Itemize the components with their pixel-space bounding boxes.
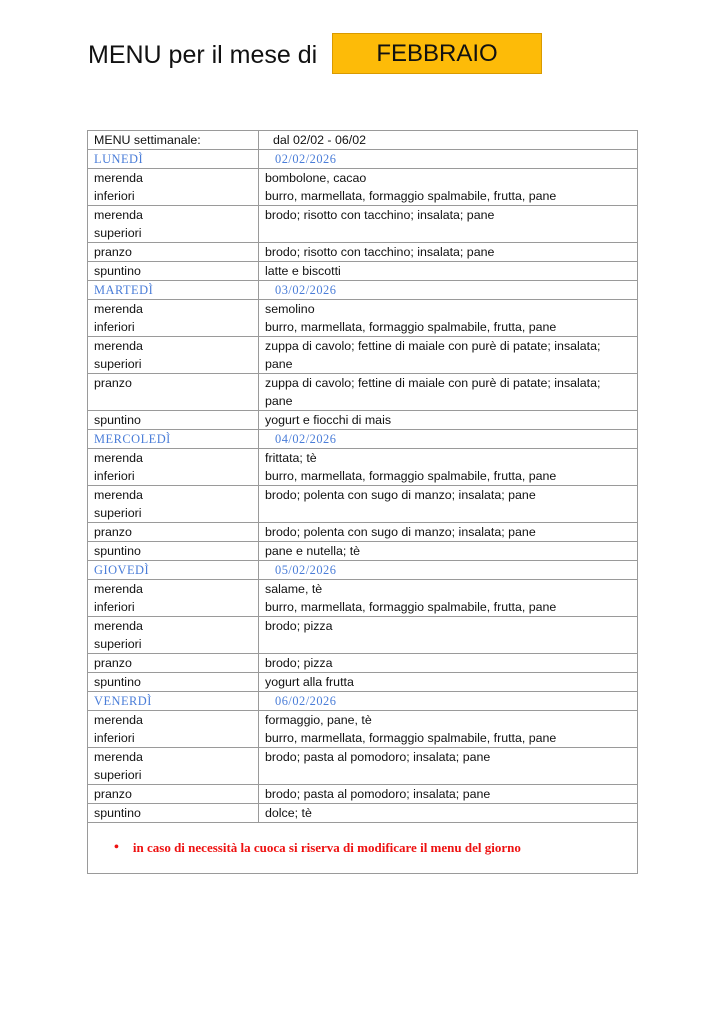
meal-content-cell: [259, 374, 638, 411]
note: [114, 839, 631, 857]
meal-row: [88, 673, 638, 692]
meal-row: [88, 542, 638, 561]
page-title: MENU per il mese di: [88, 40, 318, 69]
meal-label-cell: [88, 169, 259, 206]
meal-item: brodo; pasta al pomodoro; insalata; pane: [265, 750, 491, 764]
day-date: 02/02/2026: [259, 150, 638, 169]
meal-item: burro, marmellata, formaggio spalmabile, frutta, pane: [265, 189, 557, 203]
note-text: in caso di necessità la cuoca si riserva di modificare il menu del giorno: [132, 840, 521, 855]
meal-label-cell: [88, 523, 259, 542]
meal-row: [88, 486, 638, 523]
meal-content-cell: [259, 169, 638, 206]
day-name: LUNEDÌ: [88, 150, 259, 169]
meal-row: [88, 617, 638, 654]
meal-label: merenda: [94, 750, 143, 764]
meal-item: pane: [265, 357, 293, 371]
meal-item: burro, marmellata, formaggio spalmabile, frutta, pane: [265, 600, 557, 614]
meal-content-cell: [259, 785, 638, 804]
day-date: 06/02/2026: [259, 692, 638, 711]
meal-content-cell: [259, 617, 638, 654]
meal-label-cell: [88, 206, 259, 243]
meal-item: burro, marmellata, formaggio spalmabile, frutta, pane: [265, 469, 557, 483]
meal-item: [265, 504, 631, 522]
meal-label: spuntino: [94, 675, 141, 689]
meal-row: [88, 523, 638, 542]
day-header-row: [88, 281, 638, 300]
meal-item: zuppa di cavolo; fettine di maiale con purè di patate; insalata;: [265, 376, 601, 390]
month-label: FEBBRAIO: [376, 39, 498, 67]
meal-sublabel: superiori: [94, 357, 142, 371]
meal-label-cell: [88, 262, 259, 281]
meal-label-cell: [88, 243, 259, 262]
bullet-icon: •: [114, 840, 119, 855]
meal-content-cell: [259, 300, 638, 337]
meal-label-cell: [88, 748, 259, 785]
meal-content-cell: [259, 542, 638, 561]
meal-item: burro, marmellata, formaggio spalmabile, frutta, pane: [265, 320, 557, 334]
day-header-row: [88, 692, 638, 711]
meal-label: merenda: [94, 302, 143, 316]
meal-label: pranzo: [94, 656, 132, 670]
meal-item: brodo; polenta con sugo di manzo; insalata; pane: [265, 525, 536, 539]
day-name: MARTEDÌ: [88, 281, 259, 300]
meal-label: spuntino: [94, 544, 141, 558]
meal-sublabel: inferiori: [94, 320, 135, 334]
meal-item: formaggio, pane, tè: [265, 713, 372, 727]
meal-label-cell: [88, 411, 259, 430]
meal-row: [88, 337, 638, 374]
meal-row: [88, 206, 638, 243]
meal-content-cell: [259, 673, 638, 692]
meal-item: zuppa di cavolo; fettine di maiale con purè di patate; insalata;: [265, 339, 601, 353]
meal-content-cell: [259, 206, 638, 243]
meal-label-cell: [88, 542, 259, 561]
meal-label-cell: [88, 374, 259, 411]
meal-label: spuntino: [94, 413, 141, 427]
meal-sublabel: superiori: [94, 637, 142, 651]
meal-row: [88, 374, 638, 411]
meal-label-cell: [88, 654, 259, 673]
meal-sublabel: inferiori: [94, 469, 135, 483]
meal-item: yogurt e fiocchi di mais: [265, 413, 392, 427]
day-name: GIOVEDÌ: [88, 561, 259, 580]
meal-item: brodo; risotto con tacchino; insalata; pane: [265, 245, 495, 259]
meal-row: [88, 804, 638, 823]
meal-label: pranzo: [94, 376, 132, 390]
meal-label-cell: [88, 580, 259, 617]
meal-label: pranzo: [94, 525, 132, 539]
meal-label: spuntino: [94, 806, 141, 820]
day-date: 03/02/2026: [259, 281, 638, 300]
meal-item: brodo; polenta con sugo di manzo; insalata; pane: [265, 488, 536, 502]
meal-item: semolino: [265, 302, 315, 316]
meal-label-cell: [88, 337, 259, 374]
meal-label: merenda: [94, 619, 143, 633]
meal-label: merenda: [94, 451, 143, 465]
meal-item: brodo; risotto con tacchino; insalata; pane: [265, 208, 495, 222]
meal-item: pane e nutella; tè: [265, 544, 361, 558]
weekly-menu-table: [87, 130, 638, 874]
meal-sublabel: inferiori: [94, 189, 135, 203]
month-badge: [332, 33, 542, 74]
meal-row: [88, 243, 638, 262]
meal-label-cell: [88, 785, 259, 804]
meal-label-cell: [88, 673, 259, 692]
day-date: 05/02/2026: [259, 561, 638, 580]
meal-label: merenda: [94, 713, 143, 727]
meal-content-cell: [259, 711, 638, 748]
meal-item: dolce; tè: [265, 806, 312, 820]
meal-label-cell: [88, 804, 259, 823]
meal-label: merenda: [94, 339, 143, 353]
meal-item: [265, 224, 631, 242]
meal-item: pane: [265, 394, 293, 408]
meal-item: frittata; tè: [265, 451, 317, 465]
week-label: MENU settimanale:: [88, 131, 259, 150]
meal-label: spuntino: [94, 264, 141, 278]
meal-row: [88, 654, 638, 673]
note-row: [88, 823, 638, 874]
meal-row: [88, 785, 638, 804]
meal-item: brodo; pizza: [265, 656, 333, 670]
meal-label-cell: [88, 486, 259, 523]
meal-sublabel: inferiori: [94, 600, 135, 614]
meal-row: [88, 580, 638, 617]
meal-sublabel: superiori: [94, 226, 142, 240]
meal-content-cell: [259, 523, 638, 542]
meal-label-cell: [88, 300, 259, 337]
meal-content-cell: [259, 243, 638, 262]
meal-item: [265, 766, 631, 784]
meal-label: merenda: [94, 488, 143, 502]
week-header-row: [88, 131, 638, 150]
meal-row: [88, 748, 638, 785]
meal-item: [265, 635, 631, 653]
page-header: [88, 34, 317, 76]
meal-label-cell: [88, 449, 259, 486]
day-header-row: [88, 430, 638, 449]
meal-item: yogurt alla frutta: [265, 675, 354, 689]
meal-content-cell: [259, 486, 638, 523]
meal-row: [88, 169, 638, 206]
week-range: dal 02/02 - 06/02: [259, 131, 638, 150]
meal-content-cell: [259, 804, 638, 823]
meal-item: brodo; pizza: [265, 619, 333, 633]
meal-content-cell: [259, 748, 638, 785]
day-header-row: [88, 561, 638, 580]
meal-label-cell: [88, 711, 259, 748]
meal-sublabel: superiori: [94, 768, 142, 782]
meal-label-cell: [88, 617, 259, 654]
meal-sublabel: inferiori: [94, 731, 135, 745]
day-name: VENERDÌ: [88, 692, 259, 711]
meal-item: brodo; pasta al pomodoro; insalata; pane: [265, 787, 491, 801]
meal-row: [88, 262, 638, 281]
meal-row: [88, 411, 638, 430]
meal-content-cell: [259, 411, 638, 430]
meal-sublabel: superiori: [94, 506, 142, 520]
meal-row: [88, 449, 638, 486]
meal-item: bombolone, cacao: [265, 171, 367, 185]
meal-row: [88, 711, 638, 748]
day-header-row: [88, 150, 638, 169]
meal-row: [88, 300, 638, 337]
meal-content-cell: [259, 449, 638, 486]
meal-label: merenda: [94, 582, 143, 596]
meal-item: salame, tè: [265, 582, 323, 596]
meal-label: merenda: [94, 171, 143, 185]
meal-label: merenda: [94, 208, 143, 222]
meal-item: latte e biscotti: [265, 264, 341, 278]
meal-content-cell: [259, 337, 638, 374]
meal-item: burro, marmellata, formaggio spalmabile, frutta, pane: [265, 731, 557, 745]
meal-content-cell: [259, 654, 638, 673]
day-name: MERCOLEDÌ: [88, 430, 259, 449]
meal-content-cell: [259, 262, 638, 281]
day-date: 04/02/2026: [259, 430, 638, 449]
meal-label: pranzo: [94, 787, 132, 801]
meal-sublabel: [94, 392, 252, 410]
meal-content-cell: [259, 580, 638, 617]
meal-label: pranzo: [94, 245, 132, 259]
